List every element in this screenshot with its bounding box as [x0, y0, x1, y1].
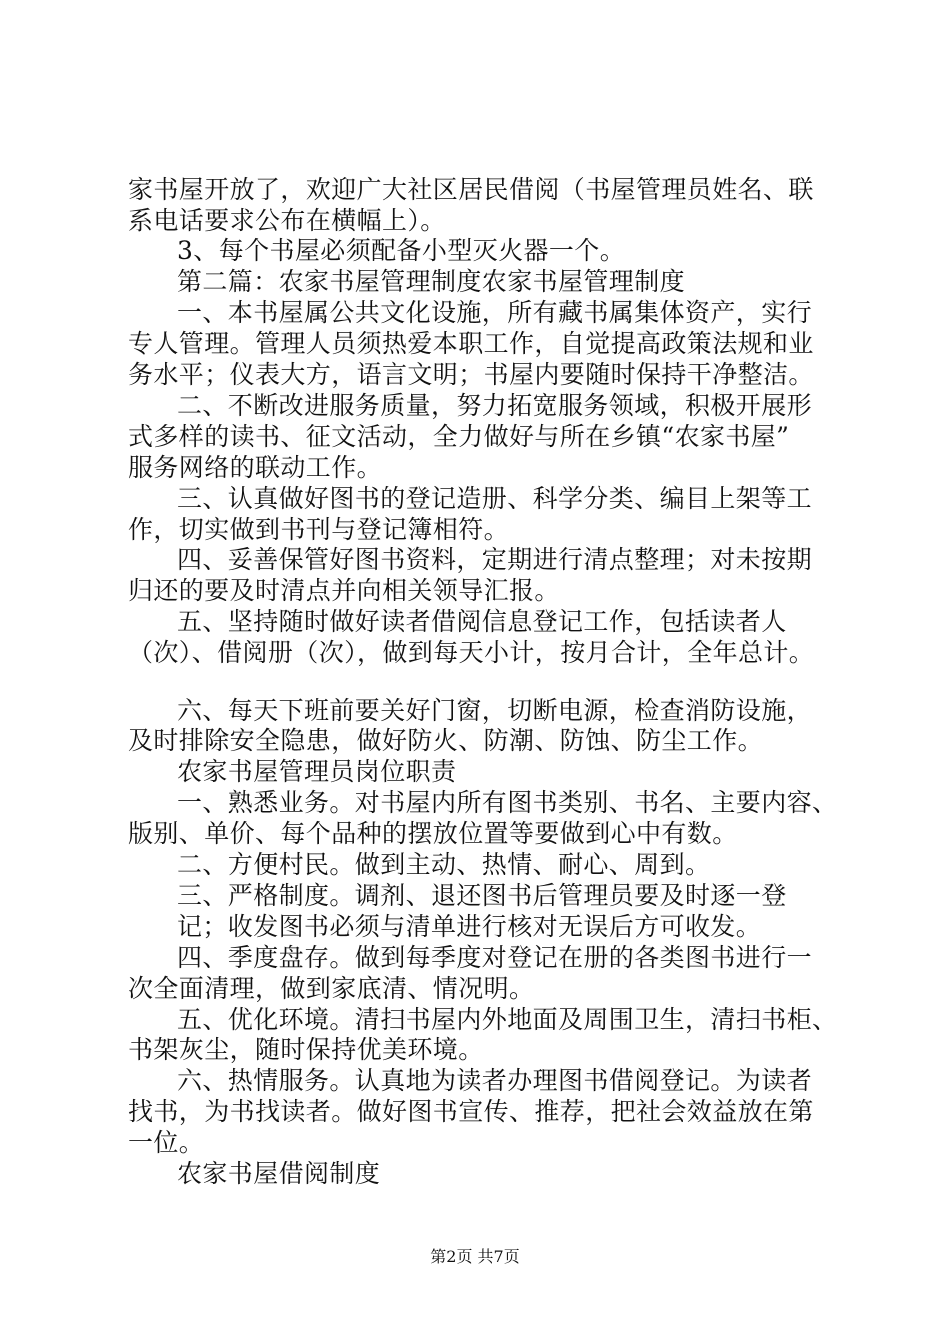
- text-line: （次）、借阅册（次），做到每天小计，按月合计，全年总计。: [128, 638, 815, 667]
- section-heading: 农家书屋管理员岗位职责: [177, 757, 457, 786]
- text-line: 次全面清理，做到家底清、情况明。: [128, 974, 535, 1003]
- text-line: 式多样的读书、征文活动，全力做好与所在乡镇“农家书屋”: [128, 422, 790, 451]
- text-line: 五、坚持随时做好读者借阅信息登记工作，包括读者人: [177, 607, 787, 636]
- text-line: 六、热情服务。认真地为读者办理图书借阅登记。为读者: [177, 1066, 813, 1095]
- section-heading: 农家书屋借阅制度: [177, 1159, 381, 1188]
- text-line: 二、不断改进服务质量，努力拓宽服务领域，积极开展形: [177, 391, 813, 420]
- text-line: 3、每个书屋必须配备小型灭火器一个。: [177, 236, 626, 265]
- text-line: 系电话要求公布在横幅上）。: [128, 206, 446, 235]
- text-line: 三、严格制度。调剂、退还图书后管理员要及时逐一登: [177, 881, 787, 910]
- text-line: 记；收发图书必须与清单进行核对无误后方可收发。: [177, 912, 762, 941]
- page-footer: 第2页 共7页: [430, 1247, 520, 1266]
- text-line: 三、认真做好图书的登记造册、科学分类、编目上架等工: [177, 484, 813, 513]
- text-line: 四、妥善保管好图书资料，定期进行清点整理；对未按期: [177, 545, 813, 574]
- text-line: 及时排除安全隐患，做好防火、防潮、防蚀、防尘工作。: [128, 726, 764, 755]
- text-line: 一位。: [128, 1128, 205, 1157]
- text-line: 一、本书屋属公共文化设施，所有藏书属集体资产，实行: [177, 298, 813, 327]
- text-line: 家书屋开放了，欢迎广大社区居民借阅（书屋管理员姓名、联: [128, 175, 814, 204]
- text-line: 找书，为书找读者。做好图书宣传、推荐，把社会效益放在第: [128, 1097, 814, 1126]
- text-line: 服务网络的联动工作。: [128, 453, 383, 482]
- text-line: 专人管理。管理人员须热爱本职工作，自觉提高政策法规和业: [128, 329, 814, 358]
- text-line: 二、方便村民。做到主动、热情、耐心、周到。: [177, 850, 711, 879]
- text-line: 五、优化环境。清扫书屋内外地面及周围卫生，清扫书柜、: [177, 1005, 838, 1034]
- text-line: 务水平；仪表大方，语言文明；书屋内要随时保持干净整洁。: [128, 360, 814, 389]
- text-line: 四、季度盘存。做到每季度对登记在册的各类图书进行一: [177, 943, 813, 972]
- text-line: 一、熟悉业务。对书屋内所有图书类别、书名、主要内容、: [177, 788, 838, 817]
- text-line: 版别、单价、每个品种的摆放位置等要做到心中有数。: [128, 819, 738, 848]
- text-line: 第二篇：农家书屋管理制度农家书屋管理制度: [177, 267, 686, 296]
- text-line: 书架灰尘，随时保持优美环境。: [128, 1035, 484, 1064]
- text-line: 归还的要及时清点并向相关领导汇报。: [128, 576, 560, 605]
- text-line: 作，切实做到书刊与登记簿相符。: [128, 515, 510, 544]
- text-line: 六、每天下班前要关好门窗，切断电源，检查消防设施，: [177, 696, 813, 725]
